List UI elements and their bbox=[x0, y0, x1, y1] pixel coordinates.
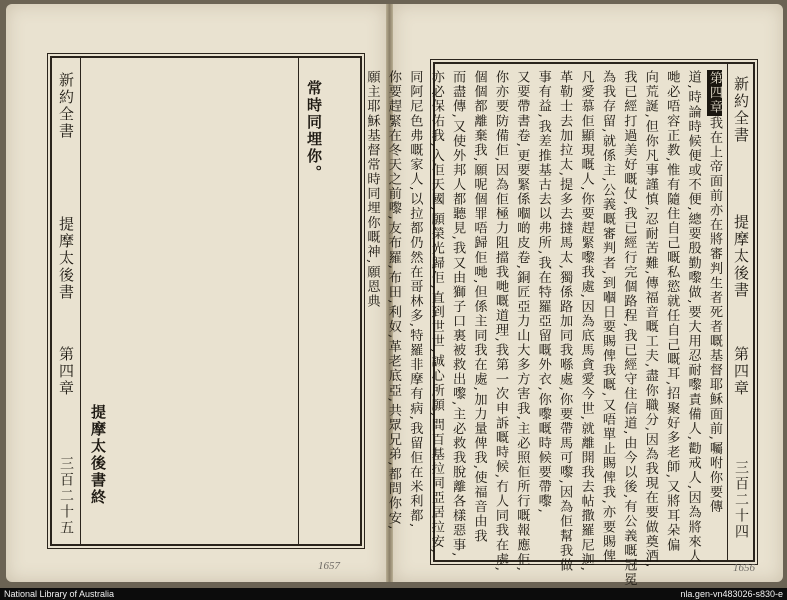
body-column: 革勒士去加拉太,提多去撻馬太,獨係路加同我喺處,你要帶馬可嚟,因為佢幫我做 bbox=[557, 70, 573, 573]
body-column: 我已經打過美好嘅仗,我已經行完個路程,我已經守住信道,由今以後,有公義嘅冠冕 bbox=[621, 70, 637, 587]
body-column: 願主耶穌基督常時同埋你嘅神,願恩典 bbox=[364, 70, 380, 309]
left-bleedthrough bbox=[112, 66, 292, 526]
body-column: 亦必保佑我,入佢天國,願榮光歸佢,直到世世,誠心所願,問百基拉同亞居拉安, bbox=[428, 70, 444, 555]
left-running-verse: 常時同埋你。 bbox=[305, 80, 323, 182]
body-column: 而盡傳,又使外邦人都聽見,我又由獅子口裏被救出嚟,主必救我脫離各樣惡事, bbox=[450, 70, 466, 558]
body-column: 事有益,我差推基古去以弗所,我在特羅亞留嘅外衣,你嚟嘅時候要帶嚟, bbox=[535, 70, 551, 515]
right-book-title: 新約全書 bbox=[732, 76, 750, 144]
right-header-rule bbox=[727, 64, 728, 560]
left-chapter: 第四章 bbox=[57, 346, 75, 397]
body-column: 為我存留,就係主,公義嘅審判者,到嗰日要賜俾我嘅,又唔單止賜俾我,亦要賜俾 bbox=[599, 70, 615, 564]
right-book-name: 提摩太後書 bbox=[732, 214, 750, 299]
body-column: 同阿尼色弗嘅家人,以拉都仍然在哥林多,特羅非摩有病,我留佢在米利都, bbox=[407, 70, 423, 529]
left-page-number: 三百二十五 bbox=[58, 456, 74, 536]
footer-library: National Library of Australia bbox=[4, 589, 115, 599]
body-column: 又要帶書卷,更要緊係嗰啲皮卷,銅匠亞力山大多方害我,主必照佢所行嘅報應佢, bbox=[514, 70, 530, 573]
body-column: 凡愛慕佢顯現嘅人,你要趕緊嚟我處,因為底馬貪愛今世,就離開我去帖撒羅尼迦, bbox=[578, 70, 594, 573]
left-pencil-note: 1657 bbox=[318, 560, 340, 572]
left-page bbox=[6, 4, 386, 582]
right-chapter: 第四章 bbox=[732, 346, 750, 397]
right-body-text bbox=[364, 70, 725, 587]
body-column: 你亦要防備佢,因為佢極力阻擋我哋嘅道理,我第一次申訴嘅時候,冇人同我在處, bbox=[492, 70, 508, 573]
footer-bar bbox=[0, 588, 787, 600]
left-book-title: 新約全書 bbox=[57, 72, 75, 140]
right-page-number: 三百二十四 bbox=[733, 460, 749, 540]
body-column: 個個都離棄我,願呢個罪唔歸佢哋,但係主同我在處,加力量俾我,使福音由我 bbox=[471, 70, 487, 544]
right-pencil-note: 1656 bbox=[733, 562, 755, 574]
chapter-marker: 第四章 bbox=[707, 71, 722, 115]
left-text-rule bbox=[298, 58, 299, 544]
body-column: 你要趕緊在冬天之前嚟,友布羅,布田,利奴,革老底亞,共眾兄弟,都問你安, bbox=[385, 70, 401, 531]
body-column bbox=[704, 70, 725, 554]
left-book-name: 提摩太後書 bbox=[57, 216, 75, 301]
left-page-frame bbox=[50, 56, 362, 546]
body-column-text: 我在上帝面前亦在將審判生者死者嘅基督耶穌面前,囑咐你要傳 bbox=[707, 115, 722, 515]
body-column: 向荒誕,但你凡事謹慎,忍耐苦難,傳福音嘅工夫,盡你職分,因為我現在要做奠酒, bbox=[642, 70, 658, 569]
right-page bbox=[364, 4, 783, 587]
left-end-marker: 提摩太後書終 bbox=[89, 404, 107, 506]
body-column: 道,時論時候便或不便,總要殷勤嚟做,要大用忍耐嚟責備人,勸戒人,因為將來人 bbox=[685, 70, 701, 564]
left-header-rule bbox=[80, 58, 81, 544]
body-column: 哋必唔容正教,惟有隨住自己嘅私慾就任自己嘅耳,招聚好多老師,又將耳朵偏 bbox=[664, 70, 680, 553]
footer-identifier: nla.gen-vn483026-s830-e bbox=[680, 589, 783, 599]
